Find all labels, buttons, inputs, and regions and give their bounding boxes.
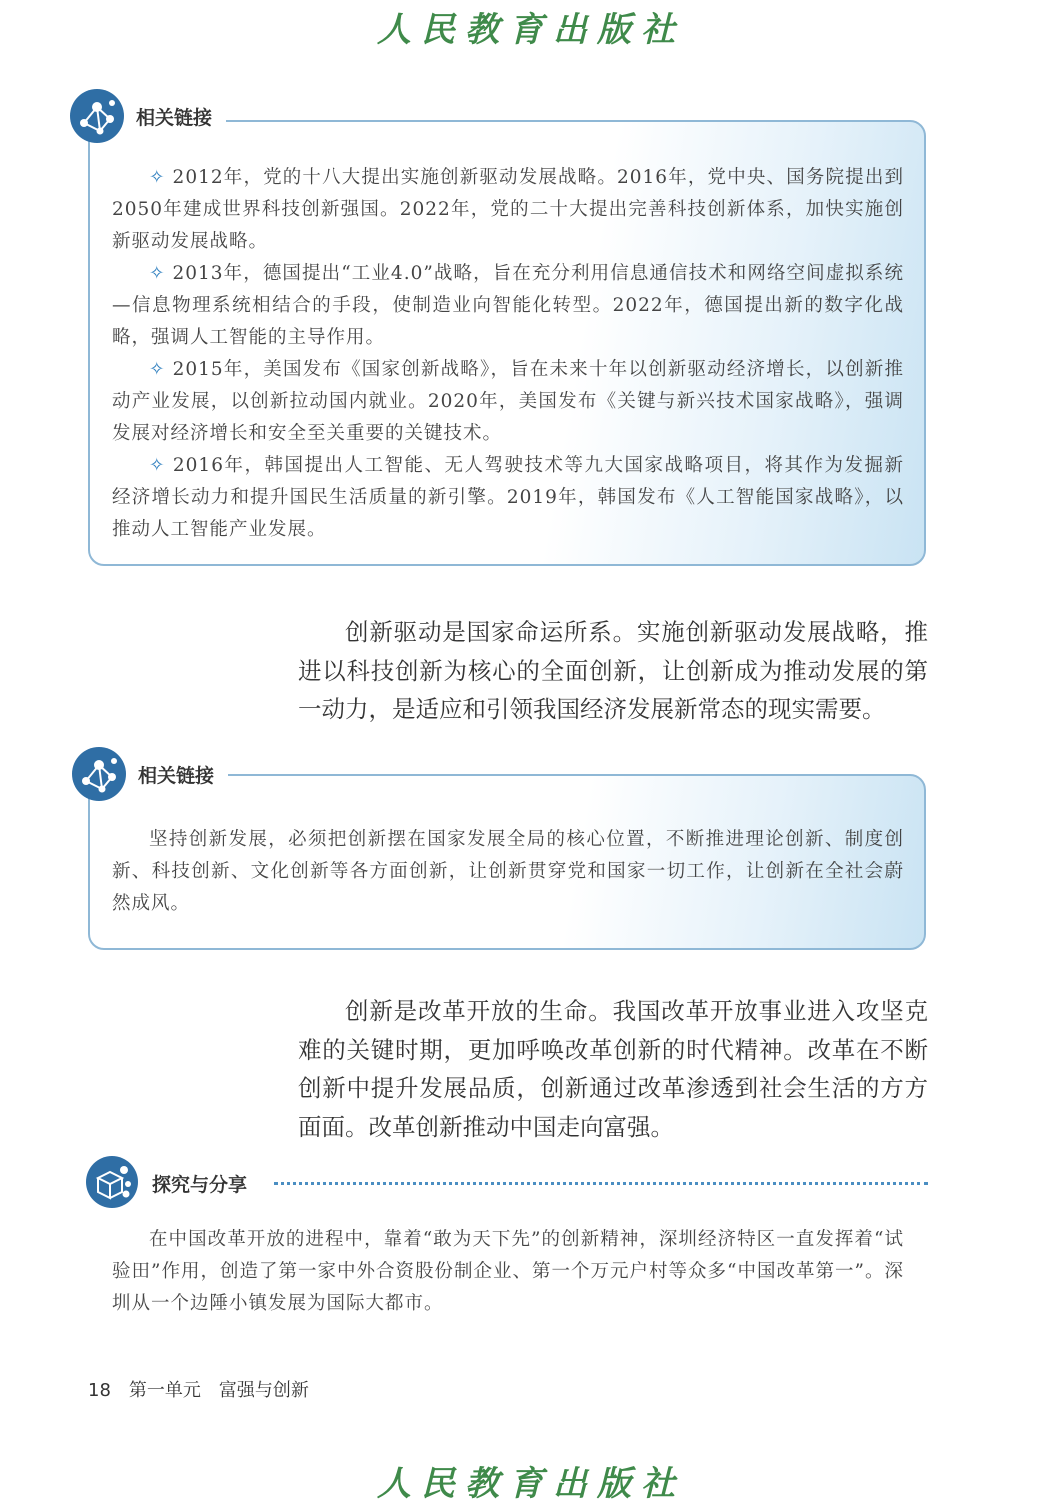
- page-number: 18: [88, 1380, 111, 1401]
- related-link-2-text: 坚持创新发展，必须把创新摆在国家发展全局的核心位置，不断推进理论创新、制度创新、科技创新、文化创新等各方面创新，让创新贯穿党和国家一切工作，让创新在全社会蔚然成风。: [112, 829, 904, 914]
- diamond-bullet-icon: ✧: [149, 455, 173, 476]
- related-link-2-title: 相关链接: [138, 764, 215, 787]
- diamond-bullet-icon: ✧: [149, 263, 173, 284]
- publisher-logo-bottom: 人民教育出版社: [377, 1464, 685, 1504]
- unit-title: 富强与创新: [218, 1380, 309, 1401]
- explore-share-header: [86, 1156, 928, 1208]
- related-link-1-title: 相关链接: [136, 106, 213, 129]
- related-link-1-text: [112, 162, 904, 546]
- related-link-box-2: [88, 774, 926, 950]
- related-link-1-item: ✧ 2012年，党的十八大提出实施创新驱动发展战略。2016年，党中央、国务院提出到2050年建成世界科技创新强国。2022年，党的二十大提出完善科技创新体系，加快实施创新驱动发展战略。: [112, 167, 904, 252]
- body-paragraph-2: 创新是改革开放的生命。我国改革开放事业进入攻坚克难的关键时期，更加呼唤改革创新的时代精神。改革在不断创新中提升发展品质，创新通过改革渗透到社会生活的方方面面。改革创新推动中国走向富强。: [298, 997, 928, 1141]
- related-link-box-1: [88, 120, 926, 566]
- page-footer: [88, 1376, 309, 1402]
- diamond-bullet-icon: ✧: [149, 359, 173, 380]
- body-paragraph-1: 创新驱动是国家命运所系。实施创新驱动发展战略，推进以科技创新为核心的全面创新，让创新成为推动发展的第一动力，是适应和引领我国经济发展新常态的现实需要。: [298, 618, 928, 723]
- explore-share-text: 在中国改革开放的进程中，靠着“敢为天下先”的创新精神，深圳经济特区一直发挥着“试验田”作用，创造了第一家中外合资股份制企业、第一个万元户村等众多“中国改革第一”。深圳从一个边陲小镇发展为国际大都市。: [112, 1229, 904, 1314]
- related-link-1-item: ✧ 2013年，德国提出“工业4.0”战略，旨在充分利用信息通信技术和网络空间虚拟系统—信息物理系统相结合的手段，使制造业向智能化转型。2022年，德国提出新的数字化战略，强调人工智能的主导作用。: [112, 263, 905, 348]
- related-link-2-header: [72, 754, 228, 794]
- dotted-divider: [274, 1182, 928, 1185]
- unit-label: 第一单元: [128, 1380, 201, 1401]
- network-badge-icon: [72, 747, 126, 801]
- related-link-1-item: ✧ 2015年，美国发布《国家创新战略》，旨在未来十年以创新驱动经济增长，以创新推动产业发展，以创新拉动国内就业。2020年，美国发布《关键与新兴技术国家战略》，强调发展对经济增长和安全至关重要的关键技术。: [112, 359, 904, 444]
- related-link-1-item: ✧ 2016年，韩国提出人工智能、无人驾驶技术等九大国家战略项目，将其作为发掘新经济增长动力和提升国民生活质量的新引擎。2019年，韩国发布《人工智能国家战略》，以推动人工智能产业发展。: [112, 455, 904, 540]
- cube-badge-icon: [86, 1156, 138, 1208]
- network-badge-icon: [70, 89, 124, 143]
- publisher-logo-top: 人民教育出版社: [377, 10, 685, 50]
- related-link-1-header: [70, 96, 226, 136]
- diamond-bullet-icon: ✧: [149, 167, 173, 188]
- explore-share-title: 探究与分享: [152, 1174, 248, 1196]
